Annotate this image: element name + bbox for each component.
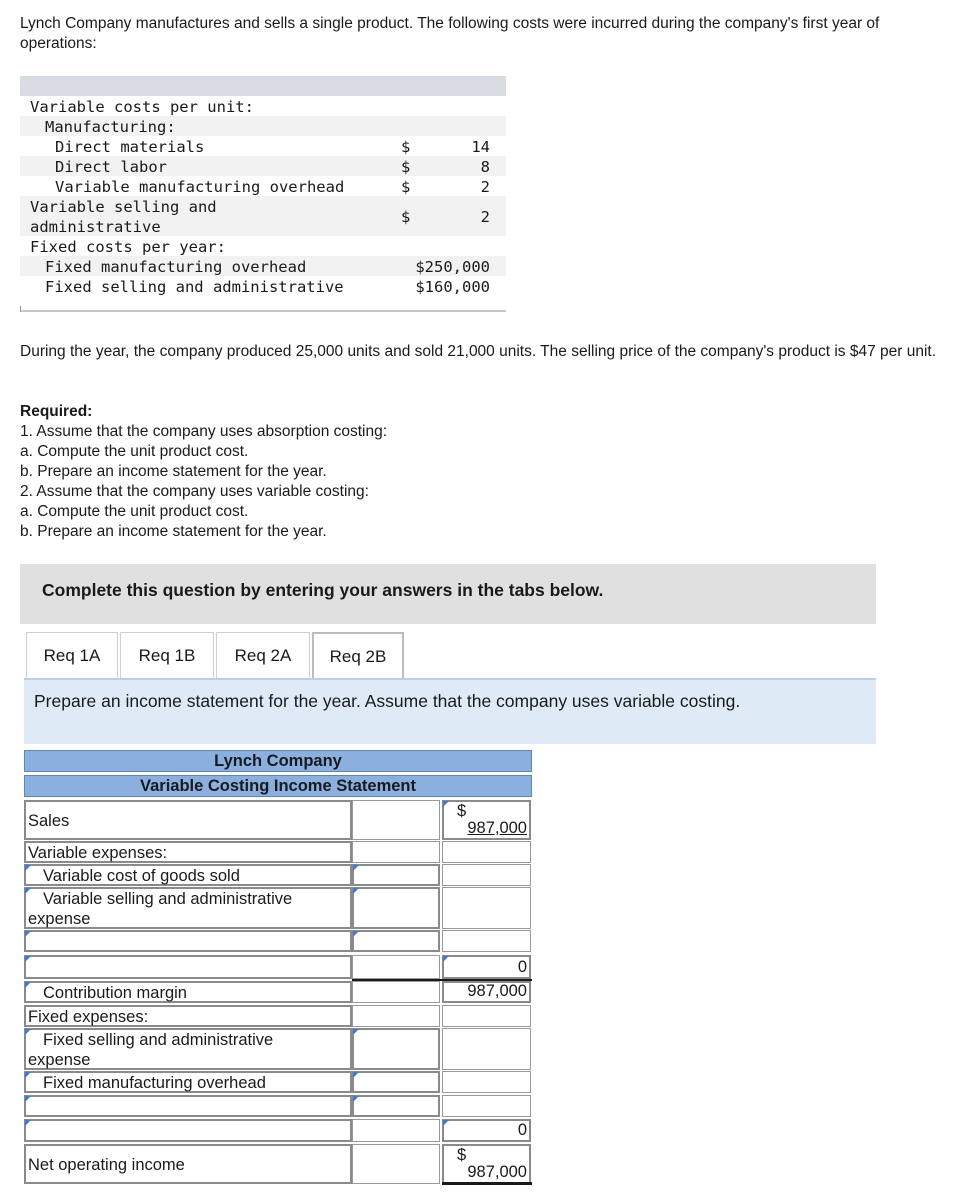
variable-sga-label-line2: administrative <box>30 218 161 236</box>
tab-req-2b[interactable]: Req 2B <box>312 632 404 680</box>
blank-cell <box>442 1028 531 1070</box>
tab-instruction: Prepare an income statement for the year. Assume that the company uses variable costing. <box>24 680 876 744</box>
blank-cell <box>352 1144 440 1184</box>
required-line: a. Compute the unit product cost. <box>20 443 249 460</box>
blank-cell <box>352 981 440 1003</box>
blank-amount-field[interactable] <box>352 1095 440 1117</box>
variable-sga-label-line1: Variable selling and <box>30 198 217 216</box>
variable-sga-label-line1: Variable selling and administrative <box>43 890 293 908</box>
blank-cell <box>442 930 531 952</box>
blank-cell <box>442 864 531 886</box>
total-fixed-label-field[interactable] <box>24 1119 352 1142</box>
sales-label-field[interactable] <box>24 800 352 840</box>
contribution-margin-label-field[interactable] <box>24 981 352 1003</box>
required-line: a. Compute the unit product cost. <box>20 503 249 520</box>
dollar-sign: $ <box>401 178 411 196</box>
fixed-sga-label-line1: Fixed selling and administrative <box>43 1031 274 1049</box>
variable-costs-heading: Variable costs per unit: <box>30 98 254 116</box>
cost-row-variable-sga <box>20 196 506 236</box>
company-name: Lynch Company <box>24 750 532 772</box>
total-fixed-amount-field[interactable] <box>442 1119 531 1142</box>
fixed-mfg-overhead-label: Fixed manufacturing overhead <box>45 258 307 276</box>
tab-req-1a[interactable]: Req 1A <box>26 632 118 678</box>
tab-req-1b[interactable]: Req 1B <box>120 632 214 678</box>
net-operating-income-label-field[interactable] <box>24 1144 352 1184</box>
direct-labor-label: Direct labor <box>55 158 167 176</box>
fixed-sga-label-line2: expense <box>28 1051 91 1069</box>
fixed-expenses-label-field[interactable] <box>24 1005 352 1027</box>
blank-cell <box>352 841 440 863</box>
blank-cell <box>352 1119 440 1142</box>
dollar-sign: $ <box>401 158 411 176</box>
fixed-sga-label-field[interactable] <box>24 1028 352 1070</box>
sales-amount: 987,000 <box>467 819 527 837</box>
direct-materials-value: 14 <box>471 138 490 156</box>
variable-sga-value: 2 <box>480 208 490 226</box>
total-variable-amount: 0 <box>517 958 527 976</box>
cost-row-direct-materials <box>20 136 506 156</box>
tab-req-2a[interactable]: Req 2A <box>216 632 310 678</box>
instructions-banner: Complete this question by entering your answers in the tabs below. <box>20 564 876 624</box>
sales-amount-field[interactable] <box>442 800 531 840</box>
required-line: b. Prepare an income statement for the year. <box>20 523 327 540</box>
variable-cogs-amount-field[interactable] <box>352 864 440 886</box>
cost-row <box>20 96 506 116</box>
cost-table-bottom-border <box>20 310 506 312</box>
blank-cell <box>352 955 440 979</box>
variable-mfg-overhead-label: Variable manufacturing overhead <box>55 178 345 196</box>
contribution-margin-label: Contribution margin <box>43 984 187 1002</box>
variable-cogs-label: Variable cost of goods sold <box>43 867 240 885</box>
direct-labor-value: 8 <box>480 158 490 176</box>
required-line: 1. Assume that the company uses absorption costing: <box>20 423 388 440</box>
blank-cell <box>352 1005 440 1027</box>
fixed-sga-label: Fixed selling and administrative <box>45 278 344 296</box>
sales-mid-cell <box>352 800 440 840</box>
variable-expenses-label: Variable expenses: <box>28 844 168 862</box>
variable-sga-label-field[interactable] <box>24 887 352 929</box>
blank-cell <box>442 1071 531 1093</box>
blank-label-field[interactable] <box>24 930 352 952</box>
variable-sga-amount-field[interactable] <box>352 887 440 929</box>
cost-row-fixed-sga <box>20 276 506 296</box>
cost-row <box>20 116 506 136</box>
required-title: Required: <box>20 403 93 420</box>
cost-row-fixed-mfg-overhead <box>20 256 506 276</box>
variable-expenses-label-field[interactable] <box>24 841 352 863</box>
direct-materials-label: Direct materials <box>55 138 205 156</box>
blank-amount-field[interactable] <box>352 930 440 952</box>
intro-text: Lynch Company manufactures and sells a single product. The following costs were incurred during the company's first year of operations: <box>20 15 880 52</box>
dollar-sign: $ <box>457 1146 467 1164</box>
blank-cell <box>442 1095 531 1117</box>
fixed-sga-amount-field[interactable] <box>352 1028 440 1070</box>
dollar-sign: $ <box>401 138 411 156</box>
contribution-margin-amount-field[interactable] <box>442 981 531 1003</box>
double-underline <box>442 1182 532 1185</box>
production-paragraph: During the year, the company produced 25,000 units and sold 21,000 units. The selling price of the company's product is $47 per unit. <box>20 343 937 360</box>
fixed-mfg-overhead-amount-field[interactable] <box>352 1071 440 1093</box>
cost-row <box>20 236 506 256</box>
cost-row-variable-mfg-overhead <box>20 176 506 196</box>
blank-cell <box>442 887 531 929</box>
blank-cell <box>442 1005 531 1027</box>
dollar-sign: $ <box>401 208 411 226</box>
variable-mfg-overhead-value: 2 <box>480 178 490 196</box>
blank-label-field[interactable] <box>24 1095 352 1117</box>
dollar-sign: $ <box>457 802 467 820</box>
net-operating-income-amount-field[interactable] <box>442 1144 531 1184</box>
cost-table-corner-tick <box>20 306 21 312</box>
cost-row-direct-labor <box>20 156 506 176</box>
blank-cell <box>442 841 531 863</box>
cost-table-header-bar <box>20 76 506 96</box>
cost-table <box>20 76 506 312</box>
contribution-margin-amount: 987,000 <box>467 982 527 1000</box>
fixed-costs-heading: Fixed costs per year: <box>30 238 226 256</box>
sales-label: Sales <box>28 812 70 830</box>
required-line: 2. Assume that the company uses variable costing: <box>20 483 369 500</box>
fixed-mfg-overhead-value: $250,000 <box>415 258 490 276</box>
fixed-sga-value: $160,000 <box>415 278 490 296</box>
net-operating-income-label: Net operating income <box>28 1156 185 1174</box>
total-variable-amount-field[interactable] <box>442 955 531 979</box>
fixed-mfg-overhead-label: Fixed manufacturing overhead <box>43 1074 266 1092</box>
total-variable-label-field[interactable] <box>24 955 352 979</box>
fixed-mfg-overhead-label-field[interactable] <box>24 1071 352 1093</box>
required-line: b. Prepare an income statement for the year. <box>20 463 327 480</box>
variable-cogs-label-field[interactable] <box>24 864 352 886</box>
variable-sga-label-line2: expense <box>28 910 91 928</box>
total-fixed-amount: 0 <box>517 1121 527 1139</box>
fixed-expenses-label: Fixed expenses: <box>28 1008 149 1026</box>
manufacturing-heading: Manufacturing: <box>45 118 176 136</box>
statement-title: Variable Costing Income Statement <box>24 775 532 797</box>
net-operating-income-amount: 987,000 <box>467 1163 527 1181</box>
